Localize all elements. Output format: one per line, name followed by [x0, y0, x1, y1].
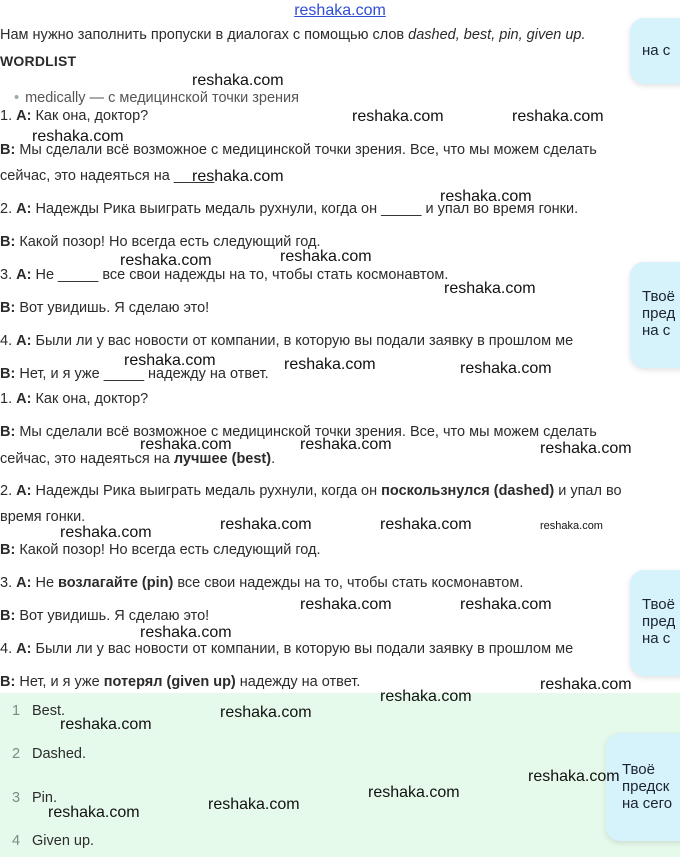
promo-card-line: на с	[642, 322, 671, 339]
watermark: reshaka.com	[540, 520, 603, 532]
watermark: reshaka.com	[540, 676, 632, 693]
intro-text	[0, 27, 586, 43]
q1-line-b2: сейчас, это надеяться на _____.	[0, 168, 219, 184]
promo-card-text: на с	[642, 42, 671, 59]
promo-card-line: пред	[642, 305, 676, 322]
watermark: reshaka.com	[120, 252, 212, 269]
a2-line-a2: время гонки.	[0, 509, 86, 525]
intro-sentence: Нам нужно заполнить пропуски в диалогах с помощью слов	[0, 27, 405, 43]
q2-line-b: B: Какой позор! Но всегда есть следующий год.	[0, 234, 321, 250]
watermark: reshaka.com	[540, 440, 632, 457]
a1-line-b2: сейчас, это надеяться на лучшее (best).	[0, 451, 276, 467]
q4-line-a: 4. A: Были ли у вас новости от компании, в которую вы подали заявку в прошлом ме	[0, 333, 574, 349]
wordlist-item-text: medically — с медицинской точки зрения	[25, 90, 299, 106]
watermark: reshaka.com	[444, 280, 536, 297]
watermark: reshaka.com	[284, 356, 376, 373]
watermark: reshaka.com	[192, 168, 284, 185]
q2-line-a: 2. A: Надежды Рика выиграть медаль рухнули, когда он _____ и упал во время гонки.	[0, 201, 579, 217]
promo-card-line: на сего	[622, 795, 673, 812]
watermark: reshaka.com	[368, 784, 460, 801]
promo-card[interactable]	[630, 18, 680, 84]
watermark: reshaka.com	[380, 516, 472, 533]
q1-line-b: B: Мы сделали всё возможное с медицинской точки зрения. Все, что мы можем сделать	[0, 142, 597, 158]
watermark: reshaka.com	[460, 596, 552, 613]
a3-line-a: 3. A: Не возлагайте (pin) все свои надежды на то, чтобы стать космонавтом.	[0, 575, 524, 591]
promo-card-line: Твоё	[642, 596, 675, 613]
promo-card[interactable]	[606, 733, 680, 841]
promo-card-line: на с	[642, 630, 671, 647]
watermark: reshaka.com	[140, 436, 232, 453]
watermark: reshaka.com	[60, 716, 152, 733]
watermark: reshaka.com	[300, 596, 392, 613]
a2-line-b: B: Какой позор! Но всегда есть следующий год.	[0, 542, 321, 558]
promo-card-line: пред	[642, 613, 676, 630]
watermark: reshaka.com	[220, 516, 312, 533]
list-item: 3 Pin.	[12, 790, 57, 806]
watermark: reshaka.com	[220, 704, 312, 721]
watermark: reshaka.com	[460, 360, 552, 377]
watermark: reshaka.com	[300, 436, 392, 453]
promo-card[interactable]	[630, 262, 680, 368]
watermark: reshaka.com	[32, 128, 124, 145]
a4-line-a: 4. A: Были ли у вас новости от компании, в которую вы подали заявку в прошлом ме	[0, 641, 574, 657]
wordlist-item	[14, 90, 299, 106]
promo-card-line: Твоё	[622, 761, 655, 778]
watermark: reshaka.com	[60, 524, 152, 541]
intro-words: dashed, best, pin, given up.	[408, 27, 586, 43]
watermark: reshaka.com	[140, 624, 232, 641]
list-item: 2 Dashed.	[12, 746, 87, 762]
q3-line-b: B: Вот увидишь. Я сделаю это!	[0, 300, 210, 316]
watermark: reshaka.com	[380, 688, 472, 705]
list-item: 1 Best.	[12, 703, 66, 719]
watermark: reshaka.com	[208, 796, 300, 813]
q1-line-a: 1. A: Как она, доктор?	[0, 108, 149, 124]
a1-line-b: B: Мы сделали всё возможное с медицинской точки зрения. Все, что мы можем сделать	[0, 424, 597, 440]
watermark: reshaka.com	[440, 188, 532, 205]
a1-line-a: 1. A: Как она, доктор?	[0, 391, 149, 407]
watermark: reshaka.com	[280, 248, 372, 265]
watermark: reshaka.com	[192, 72, 284, 89]
promo-card-line: предск	[622, 778, 670, 795]
promo-card-line: Твоё	[642, 288, 675, 305]
watermark: reshaka.com	[48, 804, 140, 821]
watermark: reshaka.com	[352, 108, 444, 125]
a2-line-a: 2. A: Надежды Рика выиграть медаль рухнули, когда он поскользнулся (dashed) и упал во	[0, 483, 622, 499]
a4-line-b: B: Нет, и я уже потерял (given up) надежду на ответ.	[0, 674, 361, 690]
watermark: reshaka.com	[528, 768, 620, 785]
watermark: reshaka.com	[124, 352, 216, 369]
list-item: 4 Given up.	[12, 833, 95, 849]
q3-line-a: 3. A: Не _____ все свои надежды на то, чтобы стать космонавтом.	[0, 267, 449, 283]
wordlist-title: WORDLIST	[0, 53, 77, 69]
q4-line-b: B: Нет, и я уже _____ надежду на ответ.	[0, 366, 269, 382]
a3-line-b: B: Вот увидишь. Я сделаю это!	[0, 608, 210, 624]
bullet-icon: •	[14, 90, 20, 106]
promo-card[interactable]	[630, 570, 680, 676]
site-link[interactable]: reshaka.com	[294, 2, 386, 19]
watermark: reshaka.com	[512, 108, 604, 125]
